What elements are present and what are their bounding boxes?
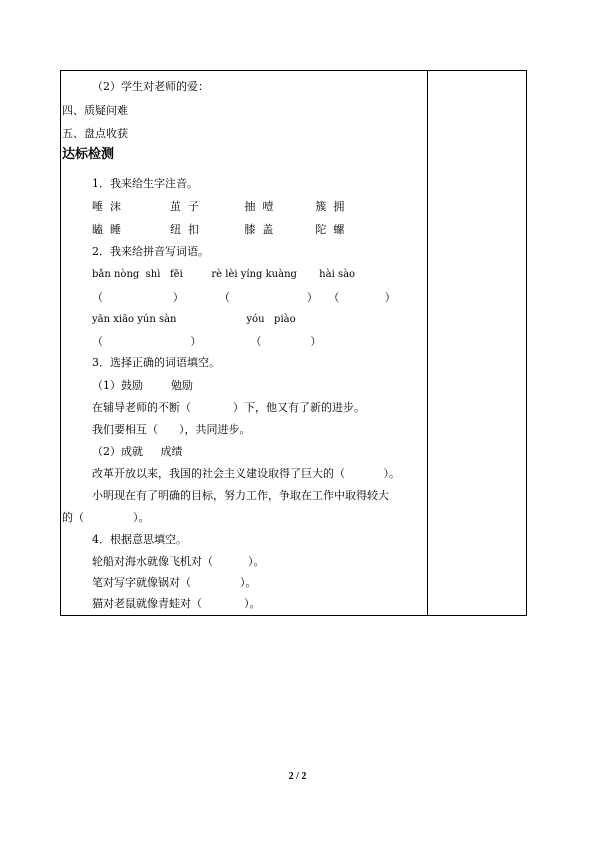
sentence-2: 我们要相互（ ），共同进步。 (92, 423, 251, 436)
column-divider (427, 71, 428, 615)
analogy-1: 轮船对海水就像飞机对（ ）。 (92, 555, 265, 568)
blanks-row-2: （ ） （ ） (92, 335, 322, 348)
chars-row-2: 瞌 睡 纽 扣 膝 盖 陀 螺 (92, 223, 345, 236)
sentence-1: 在辅导老师的不断（ ）下，他又有了新的进步。 (92, 401, 365, 414)
heading-assessment: 达标检测 (62, 147, 115, 162)
question-3: 3．选择正确的词语填空。 (92, 356, 220, 369)
question-2: 2．我来给拼音写词语。 (92, 245, 209, 258)
line-student-love: （2）学生对老师的爱： (92, 80, 209, 93)
sentence-3: 改革开放以来，我国的社会主义建设取得了巨大的（ ）。 (92, 467, 400, 480)
question-4: 4．根据意思填空。 (92, 533, 187, 546)
line-section-five: 五、盘点收获 (62, 127, 128, 140)
word-choice-2: （2）成就 成绩 (92, 445, 183, 458)
chars-row-1: 唾 沫 茧 子 抽 噎 簇 拥 (92, 200, 345, 213)
analogy-3: 猫对老鼠就像青蛙对（ ）。 (92, 597, 261, 610)
sentence-4-cont: 的（ ）。 (62, 511, 150, 524)
pinyin-row-1: bǎn nòng shì fēi rè lèi yíng kuàng hài sào (92, 269, 356, 280)
word-choice-1: （1）鼓励 勉励 (92, 379, 193, 392)
question-1: 1．我来给生字注音。 (92, 177, 198, 190)
analogy-2: 笔对写字就像锅对（ ）。 (92, 576, 257, 589)
sentence-4: 小明现在有了明确的目标，努力工作，争取在工作中取得较大 (92, 489, 389, 502)
blanks-row-1: （ ） （ ） （ ） (92, 291, 396, 304)
line-section-four: 四、质疑问难 (62, 104, 128, 117)
pinyin-row-2: yān xiāo yún sàn yóu piào (92, 314, 296, 325)
page-number: 2 / 2 (288, 771, 307, 782)
